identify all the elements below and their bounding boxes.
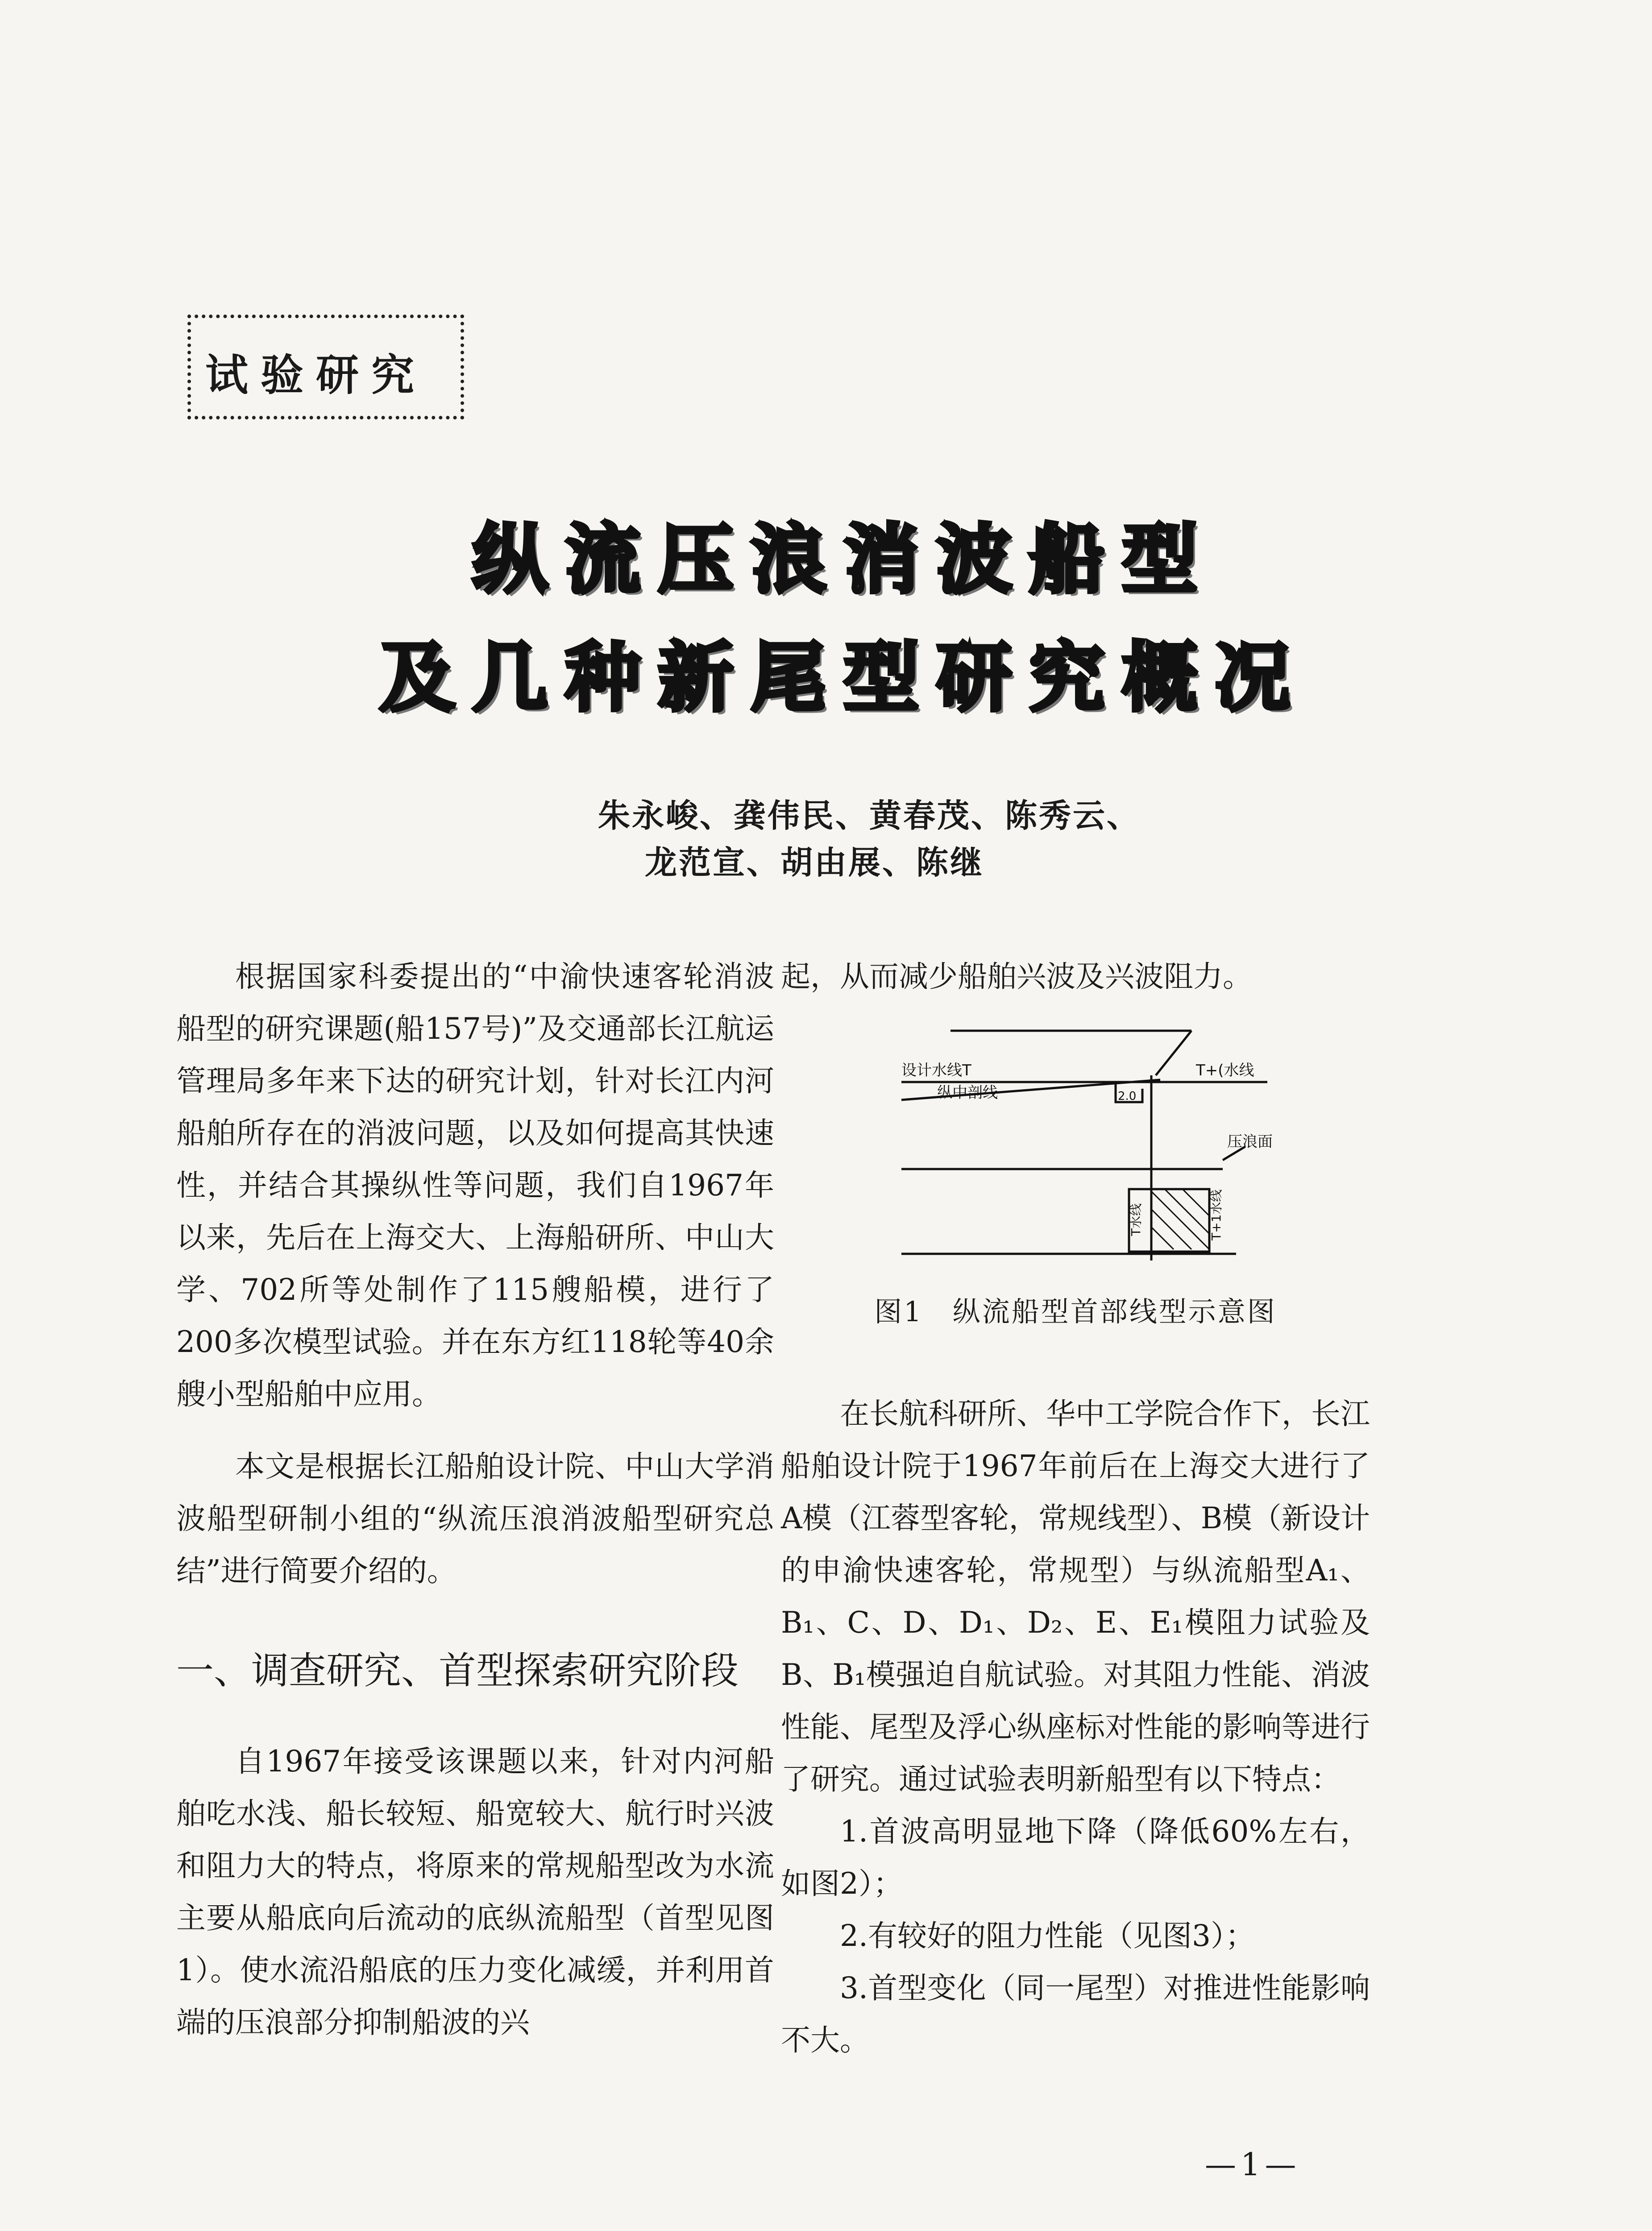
continuation-paragraph: 起，从而减少船舶兴波及兴波阻力。: [781, 959, 1252, 994]
page-number: —1—: [1205, 2146, 1301, 2183]
purpose-paragraph: 本文是根据长江船舶设计院、中山大学消波船型研制小组的“纵流压浪消波船型研究总结”进行简要介绍的。: [176, 1449, 774, 1588]
title-line-1: 纵流压浪消波船型: [473, 516, 1215, 603]
authors-line-1: 朱永峻、龚伟民、黄春茂、陈秀云、: [598, 797, 1141, 834]
feature-item-2: 2.有较好的阻力性能（见图3）；: [840, 1919, 1255, 1953]
figure-1-diagram: [884, 1013, 1285, 1263]
right-column-body: [781, 1388, 1370, 2066]
label-t-plus-waterline: T+(水线: [1196, 1062, 1254, 1079]
title-line-2: 及几种新尾型研究概况: [380, 634, 1308, 722]
label-t-plus-1-waterline: T+1水线: [1209, 1189, 1224, 1240]
right-column-top: [781, 950, 1370, 1003]
authors-line-2: 龙范宣、胡由展、陈继: [645, 844, 984, 881]
intro-paragraph: 根据国家科委提出的“中渝快速客轮消波船型的研究课题(船157号)”及交通部长江航运管理局多年来下达的研究计划，针对长江内河船舶所存在的消波问题，以及如何提高其快速性，并结合其操纵性等问题，我们自1967年以来，先后在上海交大、上海船研所、中山大学、702所等处制作了115艘船模，进行了200多次模型试验。并在东方红118轮等40余艘小型船舶中应用。: [176, 959, 774, 1411]
label-pressure-face: 压浪面: [1227, 1133, 1273, 1151]
label-design-waterline: 设计水线T: [901, 1062, 971, 1079]
test-paragraph: 在长航科研所、华中工学院合作下，长江船舶设计院于1967年前后在上海交大进行了A模（江蓉型客轮，常规线型）、B模（新设计的申渝快速客轮，常规型）与纵流船型A₁、B₁、C、D、D₁、D₂、E、E₁模阻力试验及B、B₁模强迫自航试验。对其阻力性能、消波性能、尾型及浮心纵座标对性能的影响等进行了研究。通过试验表明新船型有以下特点：: [781, 1397, 1370, 1796]
left-column: [176, 950, 774, 2049]
label-t-waterline: T水线: [1129, 1203, 1143, 1236]
label-dim: 2.0: [1118, 1090, 1137, 1103]
feature-item-1: 1.首波高明显地下降（降低60%左右，如图2）；: [781, 1814, 1370, 1901]
section-label: 试验研究: [205, 350, 427, 400]
research-paragraph: 自1967年接受该课题以来，针对内河船舶吃水浅、船长较短、船宽较大、航行时兴波和阻力大的特点，将原来的常规船型改为水流主要从船底向后流动的底纵流船型（首型见图1）。使水流沿船底的压力变化减缓，并利用首端的压浪部分抑制船波的兴: [176, 1744, 774, 2040]
figure-1-caption: 图1 纵流船型首部线型示意图: [874, 1295, 1277, 1328]
label-keel-line: 纵中剖线: [937, 1084, 998, 1102]
section-heading: 一、调查研究、首型探索研究阶段: [176, 1649, 739, 1692]
feature-item-3: 3.首型变化（同一尾型）对推进性能影响不大。: [781, 1971, 1370, 2057]
